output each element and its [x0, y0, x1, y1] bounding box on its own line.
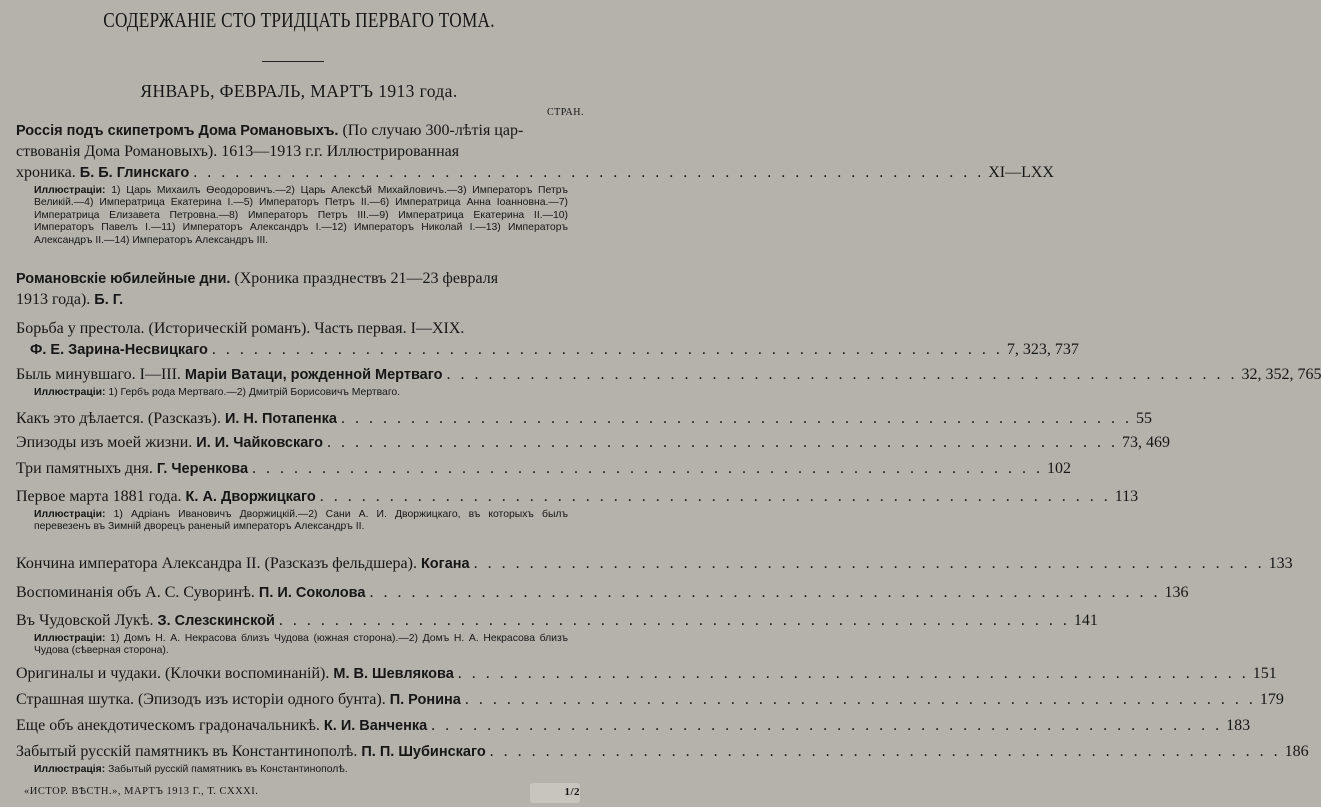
entry-line: [16, 460, 1072, 481]
illustrations-text: Забытый русскій памятникъ въ Константинополѣ.: [108, 764, 348, 775]
entry-line: [16, 366, 1321, 387]
page-number: XI—LXX: [988, 164, 1054, 181]
toc-entry: [16, 717, 1251, 738]
page-number: 55: [1135, 410, 1152, 427]
toc-entry: [16, 743, 1309, 776]
entry-text: Забытый русскій памятникъ въ Константинополѣ.: [16, 743, 362, 760]
page-number: 183: [1226, 717, 1251, 734]
entry-text: Въ Чудовской Лукѣ.: [16, 612, 158, 629]
entry-text: хроника.: [16, 164, 80, 181]
entry-line: [16, 612, 1098, 633]
leader-dots: [252, 460, 1043, 478]
illustrations-label: Иллюстрація:: [34, 764, 109, 775]
entry-line: [16, 717, 1251, 738]
page-number: 113: [1114, 488, 1139, 505]
leader-dots: [446, 366, 1237, 384]
leader-dots: [431, 717, 1222, 735]
toc-entry: [16, 410, 1152, 431]
entry-author: И. И. Чайковскаго: [196, 435, 323, 451]
entry-author: П. Ронина: [389, 692, 461, 708]
entry-author: К. И. Ванченка: [323, 718, 428, 734]
page-number: 133: [1268, 555, 1293, 572]
entry-line: [16, 341, 1079, 362]
page-number: 151: [1252, 665, 1277, 682]
entry-text: Первое марта 1881 года.: [16, 488, 186, 505]
toc-entry: [16, 122, 1054, 247]
entry-text: Быль минувшаго. I—III.: [16, 366, 185, 383]
entry-text: Эпизоды изъ моей жизни.: [16, 434, 197, 451]
entry-text: Еще объ анекдотическомъ градоначальникѣ.: [16, 717, 324, 734]
entry-author: Маріи Ватаци, рожденной Мертваго: [184, 367, 443, 383]
entry-text: Три памятныхъ дня.: [16, 460, 157, 477]
leader-dots: [279, 612, 1070, 630]
illustrations-text: 1) Царь Михаилъ Ѳеодоровичъ.—2) Царь Алексѣй Михайловичъ.—3) Императоръ Петръ Великій.—4) Императрица Екатерина I.—5) Императоръ Петръ II.—6) Императрица Анна Іоанновна.—7) Императрица Елизавета Петровна.—8) Императоръ Петръ III.—9) Императрица Екатерина II.—10) Императоръ Павелъ I.—11) Императоръ Александръ I.—12) Императоръ Николай I.—13) Императоръ Александръ II.—14) Императоръ Александръ III.: [34, 185, 568, 246]
toc-entry: [16, 488, 1139, 534]
page-number: 179: [1259, 691, 1284, 708]
footer-signature: 1/2: [564, 786, 580, 798]
entry-line: [16, 555, 1293, 576]
page-number: 136: [1164, 584, 1189, 601]
entry-line: [16, 691, 1284, 712]
entry-author: П. И. Соколова: [258, 585, 366, 601]
page-number: 7, 323, 737: [1006, 341, 1079, 358]
entry-line: [16, 291, 582, 312]
entry-line: [16, 164, 1054, 185]
entry-author: Б. Г.: [94, 292, 124, 308]
illustrations-note: [34, 509, 568, 534]
entry-author: П. П. Шубинскаго: [361, 744, 486, 760]
entry-author: М. В. Шевлякова: [333, 666, 454, 682]
entry-text: Оригиналы и чудаки. (Клочки воспоминаній).: [16, 665, 334, 682]
page-number: 73, 469: [1121, 434, 1170, 451]
leader-dots: [474, 555, 1265, 573]
toc-entry: [16, 320, 1079, 362]
entry-author: К. А. Дворжицкаго: [185, 489, 316, 505]
toc-entry: [16, 691, 1284, 712]
leader-dots: [465, 691, 1256, 709]
entry-author: И. Н. Потапенка: [224, 411, 337, 427]
entry-text: Страшная шутка. (Эпизодъ изъ исторіи одного бунта).: [16, 691, 390, 708]
leader-dots: [490, 743, 1281, 761]
toc-entry: [16, 665, 1277, 686]
page-number: 186: [1284, 743, 1309, 760]
entry-author: З. Слезскинской: [157, 613, 275, 629]
entry-line: [16, 743, 1309, 764]
leader-dots: [341, 410, 1132, 428]
leader-dots: [212, 341, 1003, 359]
leader-dots: [327, 434, 1118, 452]
entry-line: [16, 122, 582, 143]
illustrations-note: [34, 633, 568, 658]
entry-text: (Хроника празднествъ 21—23 февраля: [230, 270, 499, 287]
entry-text: Какъ это дѣлается. (Разсказъ).: [16, 410, 225, 427]
entry-text: ствованія Дома Романовыхъ). 1613—1913 г.г. Иллюстрированная: [16, 143, 460, 160]
page-title: СОДЕРЖАНІЕ СТО ТРИДЦАТЬ ПЕРВАГО ТОМА.: [103, 8, 495, 32]
entry-text: 1913 года).: [16, 291, 95, 308]
issue-subtitle: ЯНВАРЬ, ФЕВРАЛЬ, МАРТЪ 1913 года.: [140, 81, 458, 101]
illustrations-text: 1) Гербъ рода Мертваго.—2) Дмитрій Борисовичъ Мертваго.: [108, 387, 401, 398]
page-footer: [24, 786, 580, 798]
entry-line: [16, 584, 1189, 605]
entry-line: [16, 320, 582, 341]
page-column-header: СТРАН.: [546, 107, 584, 118]
entry-author: Г. Черенкова: [156, 461, 249, 477]
illustrations-label: Иллюстраціи:: [34, 387, 109, 398]
toc-entry: [16, 366, 1321, 399]
entry-heading: Романовскіе юбилейные дни.: [16, 271, 231, 287]
entry-author: Когана: [420, 556, 470, 572]
illustrations-label: Иллюстраціи:: [34, 509, 114, 520]
leader-dots: [193, 164, 984, 182]
entry-line: [16, 410, 1152, 431]
illustrations-text: 1) Адріанъ Ивановичъ Дворжицкій.—2) Сани А. И. Дворжицкаго, въ которыхъ былъ перевезенъ въ Зимній дворецъ раненый императоръ Александръ II.: [34, 509, 568, 533]
entry-line: [16, 665, 1277, 686]
toc-entry: [16, 612, 1098, 658]
toc-entry: [16, 270, 582, 312]
illustrations-note: [34, 764, 568, 776]
leader-dots: [369, 584, 1160, 602]
toc-entry: [16, 555, 1293, 576]
entry-text: (По случаю 300-лѣтія цар-: [338, 122, 524, 139]
entry-author: Б. Б. Глинскаго: [79, 165, 190, 181]
page-number: 32, 352, 765: [1241, 366, 1321, 383]
illustrations-label: Иллюстраціи:: [34, 633, 111, 644]
entry-text: Воспоминанія объ А. С. Суворинѣ.: [16, 584, 259, 601]
entry-author: Ф. Е. Зарина-Несвицкаго: [30, 342, 208, 358]
page-number: 102: [1047, 460, 1072, 477]
entry-text: Кончина императора Александра II. (Разсказъ фельдшера).: [16, 555, 421, 572]
toc-entry: [16, 584, 1189, 605]
leader-dots: [320, 488, 1111, 506]
toc-entry: [16, 434, 1170, 455]
illustrations-label: Иллюстраціи:: [34, 185, 112, 196]
toc-entry: [16, 460, 1072, 481]
leader-dots: [458, 665, 1249, 683]
entry-line: [16, 270, 582, 291]
illustrations-text: 1) Домъ Н. А. Некрасова близъ Чудова (южная сторона).—2) Домъ Н. А. Некрасова близъ Чудова (сѣверная сторона).: [34, 633, 568, 657]
entry-line: [16, 488, 1139, 509]
footer-journal: «ИСТОР. ВѢСТН.», МАРТЪ 1913 Г., Т. CXXXI.: [24, 786, 259, 797]
illustrations-note: [34, 387, 568, 399]
page-number: 141: [1073, 612, 1098, 629]
entry-line: [16, 143, 582, 164]
illustrations-note: [34, 185, 568, 247]
entry-text: Борьба у престола. (Историческій романъ). Часть первая. I—XIX.: [16, 320, 465, 337]
entry-heading: Россія подъ скипетромъ Дома Романовыхъ.: [16, 123, 339, 139]
entry-line: [16, 434, 1170, 455]
